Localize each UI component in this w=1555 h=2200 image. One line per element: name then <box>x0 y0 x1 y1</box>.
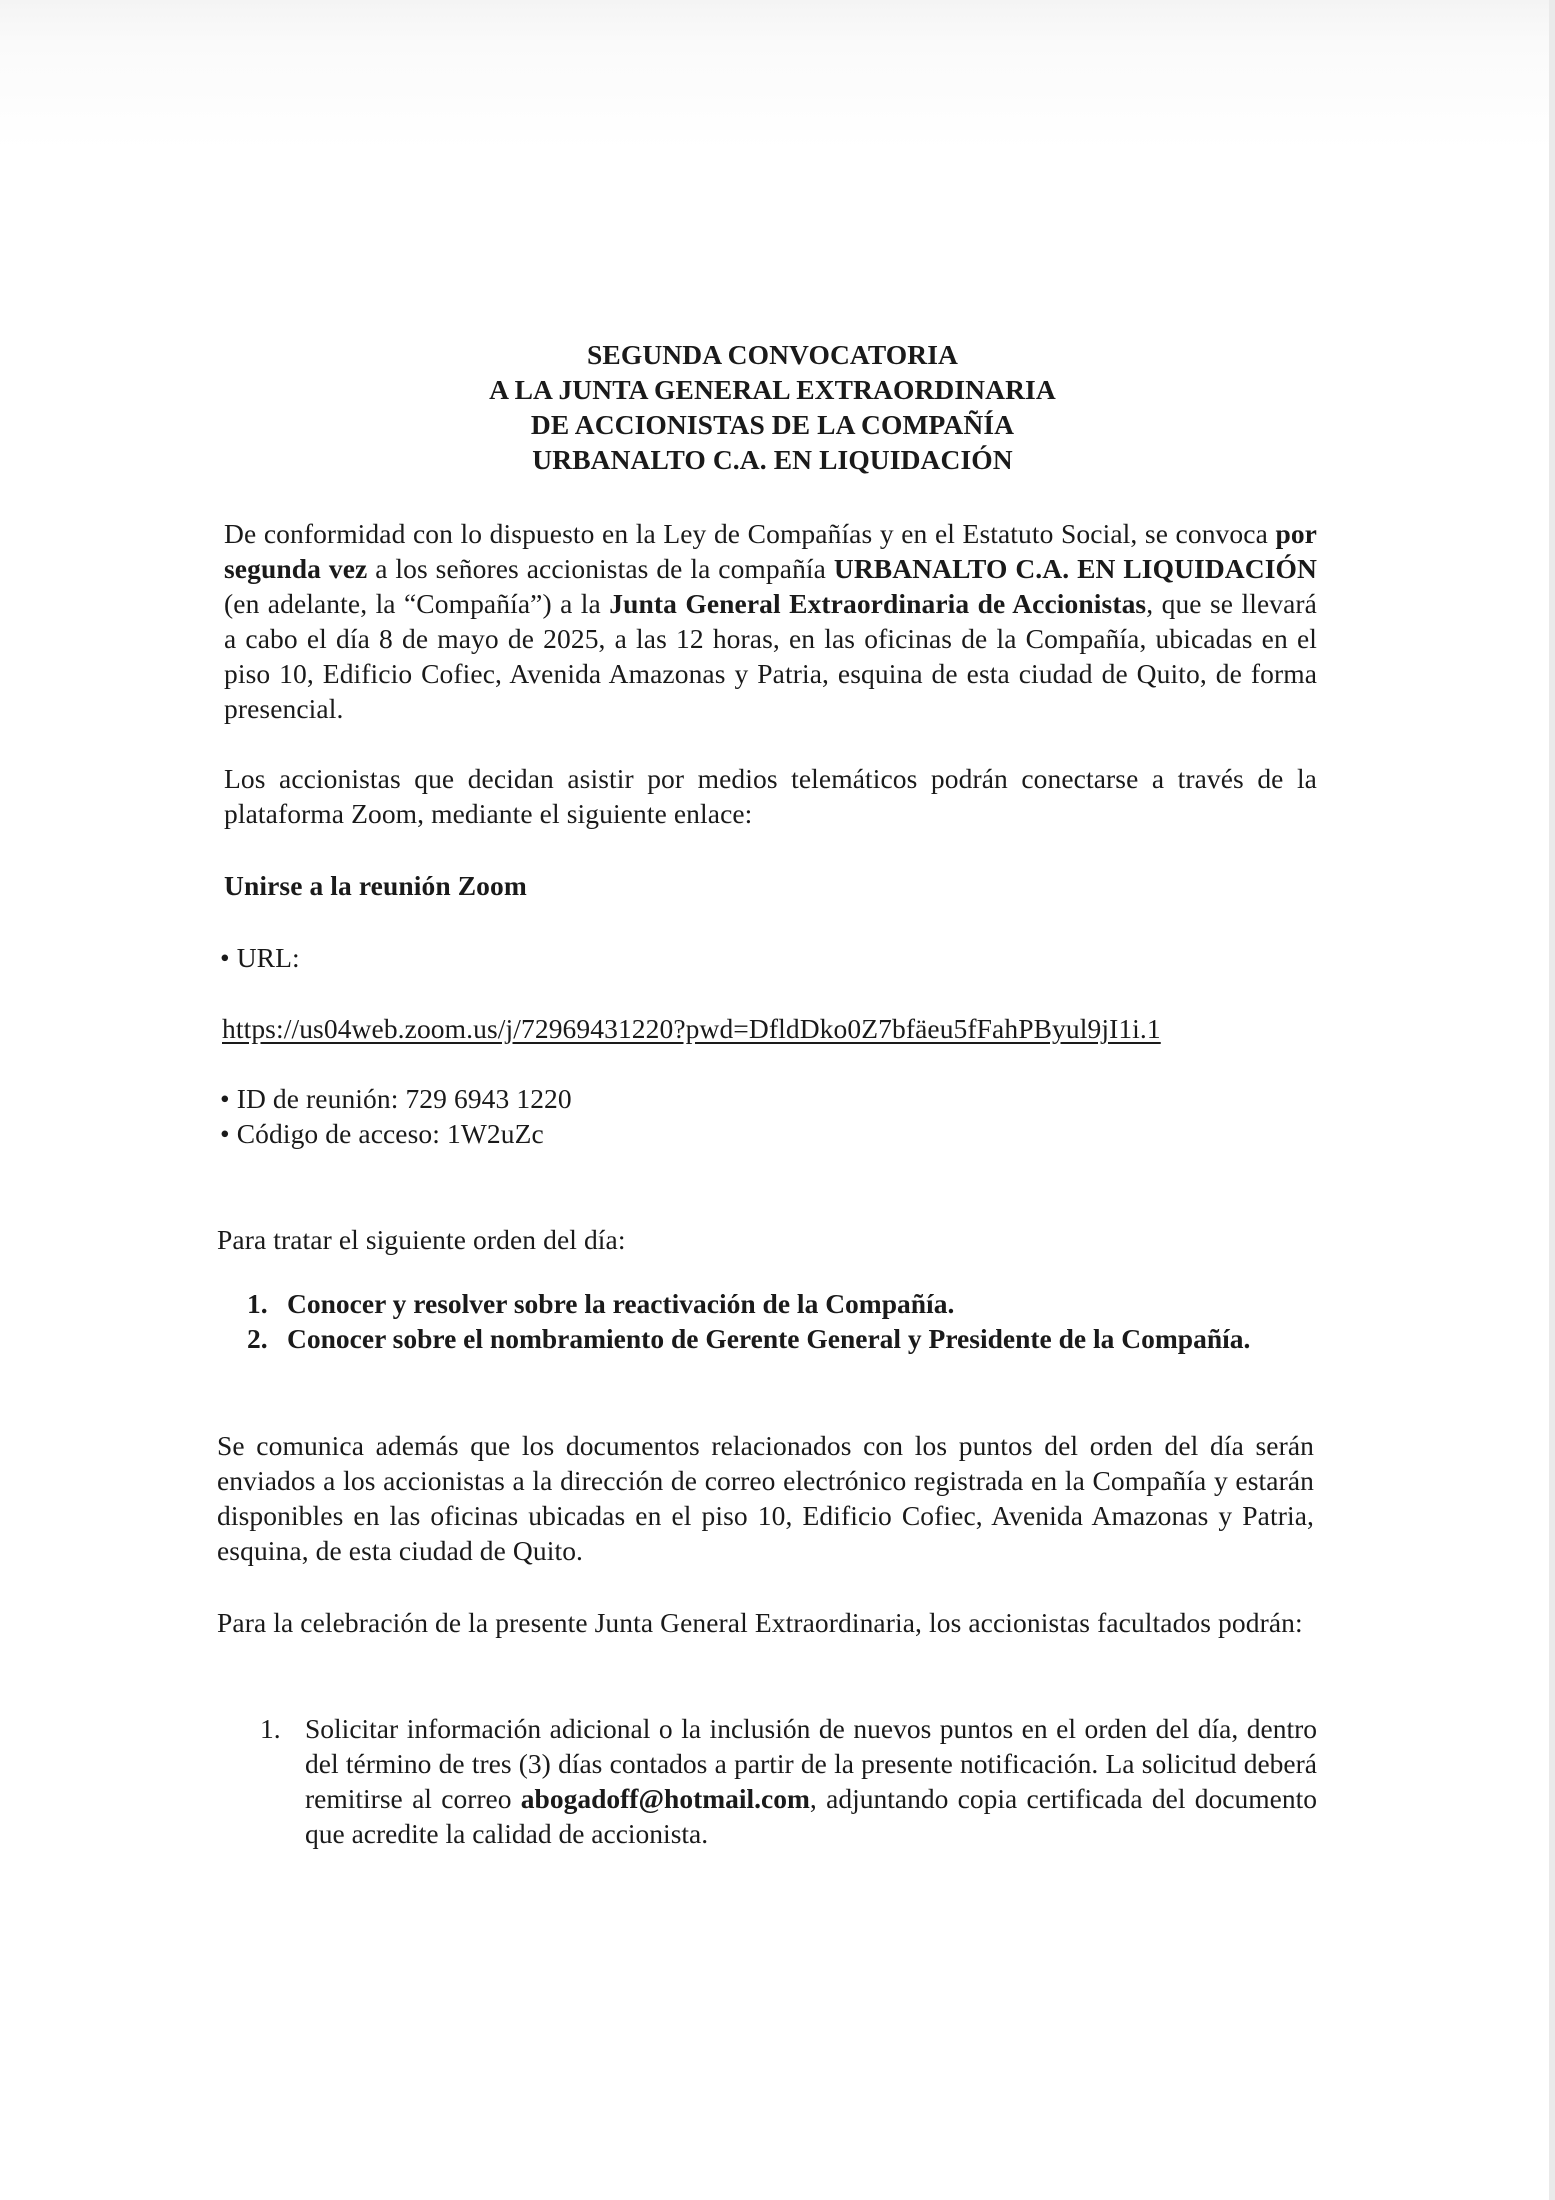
agenda-item-number: 2. <box>247 1323 268 1354</box>
title-line-2: A LA JUNTA GENERAL EXTRAORDINARIA <box>489 374 1056 405</box>
meeting-id: • ID de reunión: 729 6943 1220 <box>220 1083 572 1114</box>
title-line-4: URBANALTO C.A. EN LIQUIDACIÓN <box>532 444 1013 475</box>
rights-item-number: 1. <box>260 1713 281 1744</box>
zoom-heading: Unirse a la reunión Zoom <box>224 870 527 901</box>
agenda-list <box>247 1286 1313 1356</box>
meeting-details <box>220 1081 920 1151</box>
rights-text-1: Solicitar información adicional o la inclusión de nuevos puntos en el orden del día, dentro del término de tres (3) días contados a partir de la presente notificación. La solicitud deberá remitirse al correo <box>305 1713 1317 1814</box>
intro-text-2: a los señores accionistas de la compañía <box>367 553 834 584</box>
agenda-intro: Para tratar el siguiente orden del día: <box>217 1224 626 1255</box>
rights-item <box>260 1711 1317 1851</box>
intro-text-3: (en adelante, la “Compañía”) a la <box>224 588 610 619</box>
url-label: • URL: <box>220 942 300 973</box>
title-line-3: DE ACCIONISTAS DE LA COMPAÑÍA <box>530 409 1015 440</box>
telematic-paragraph: Los accionistas que decidan asistir por medios telemáticos podrán conectarse a través de la plataforma Zoom, mediante el siguiente enlace: <box>224 763 1317 829</box>
intro-text-4: , que se llevará a cabo el día 8 de mayo de 2025, a las 12 horas, en las oficinas de la Compañía, ubicadas en el piso 10, Edificio Cofiec, Avenida Amazonas y Patria, esquina de esta ciudad de Quito, de forma presencial. <box>224 588 1317 724</box>
intro-bold-meeting: Junta General Extraordinaria de Accionistas <box>609 588 1147 619</box>
intro-bold-company: URBANALTO C.A. EN LIQUIDACIÓN <box>833 553 1317 584</box>
agenda-item-number: 1. <box>247 1288 268 1319</box>
zoom-url-link[interactable]: https://us04web.zoom.us/j/72969431220?pwd=DfldDko0Z7bfäeu5fFahPByul9jI1i.1 <box>222 1013 1161 1044</box>
rights-text-2: , adjuntando copia certificada del documento que acredite la calidad de accionista. <box>305 1783 1317 1849</box>
intro-text-1: De conformidad con lo dispuesto en la Ley de Compañías y en el Estatuto Social, se convoca <box>224 518 1276 549</box>
agenda-item <box>247 1286 1313 1321</box>
agenda-item-text: Conocer y resolver sobre la reactivación de la Compañía. <box>287 1288 955 1319</box>
rights-list <box>260 1711 1317 1851</box>
documents-paragraph: Se comunica además que los documentos relacionados con los puntos del orden del día serán enviados a los accionistas a la dirección de correo electrónico registrada en la Compañía y estarán disponibles en las oficinas ubicadas en el piso 10, Edificio Cofiec, Avenida Amazonas y Patria, esquina, de esta ciudad de Quito. <box>217 1430 1314 1566</box>
contact-email[interactable]: abogadoff@hotmail.com <box>520 1783 810 1814</box>
title-line-1: SEGUNDA CONVOCATORIA <box>587 339 958 370</box>
celebration-paragraph: Para la celebración de la presente Junta General Extraordinaria, los accionistas facultados podrán: <box>217 1607 1303 1638</box>
access-code: • Código de acceso: 1W2uZc <box>220 1118 544 1149</box>
document-title <box>300 337 1245 477</box>
intro-bold-second-time: por segunda vez <box>224 518 1317 584</box>
agenda-item-text: Conocer sobre el nombramiento de Gerente General y Presidente de la Compañía. <box>287 1323 1251 1354</box>
agenda-item <box>247 1321 1313 1356</box>
intro-paragraph <box>224 516 1317 726</box>
